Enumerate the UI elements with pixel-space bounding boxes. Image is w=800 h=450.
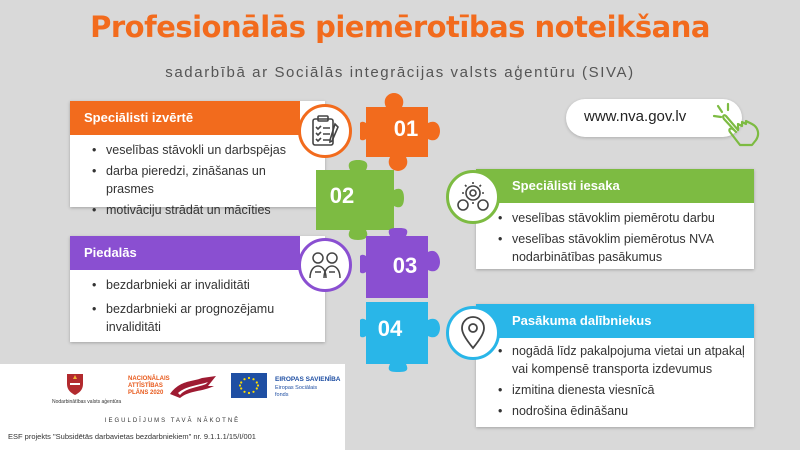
ministry-logo-text: Nodarbinātības valsts aģentūra [52,399,122,405]
puzzle-number-01: 01 [393,116,419,141]
eu-stars-icon [231,373,267,398]
list-item: • bezdarbnieki ar prognozējamu invaliditāti [70,300,325,336]
puzzle-number-04: 04 [377,316,403,341]
card-participants [70,236,325,342]
list-item: • veselības stāvokli un darbspējas [70,141,325,159]
list-item: • bezdarbnieki ar invaliditāti [70,276,325,294]
eu-sub-line-2: fonds [275,391,289,398]
eu-subtitle [275,385,317,398]
card-transport [476,304,754,427]
list-item: • veselības stāvoklim piemērotus NVA nodarbinātības pasākumus [476,230,754,266]
coat-of-arms-logo [62,370,88,396]
page-title: Profesionālās piemērotības noteikšana [90,10,710,44]
investment-tagline: IEGULDĪJUMS TAVĀ NĀKOTNĒ [104,418,241,424]
list-item: • veselības stāvoklim piemērotu darbu [476,209,754,227]
card-recommend-heading: Speciālisti iesaka [476,169,754,203]
gears-person-icon [446,170,500,224]
card-recommend [476,169,754,269]
nap-line-3: PLĀNS 2020 [128,390,164,396]
list-item: • darba pieredzi, zināšanas un prasmes [70,162,325,198]
people-group-icon [298,238,352,292]
page-subtitle: sadarbībā ar Sociālās integrācijas valsts aģentūru (SIVA) [165,64,635,81]
card-evaluate-heading: Speciālisti izvērtē [70,101,300,135]
puzzle-number-03: 03 [392,253,418,278]
esf-project-line: ESF projekts "Subsidētās darbavietas bezdarbniekiem" nr. 9.1.1.1/15/I/001 [8,432,256,441]
flag-ribbon-logo [168,374,218,400]
list-item: • motivāciju strādāt un mācīties [70,201,325,219]
checklist-icon [298,104,352,158]
card-participants-heading: Piedalās [70,236,300,270]
eu-sub-line-1: Eiropas Sociālais [275,385,318,391]
location-pin-icon [446,306,500,360]
card-evaluate [70,101,325,217]
list-item: • nogādā līdz pakalpojuma vietai un atpakaļ vai kompensē transporta izdevumus [476,342,754,378]
card-transport-heading: Pasākuma dalībniekus [476,304,754,338]
eu-title: EIROPAS SAVIENĪBA [275,376,341,383]
nap-line-2: ATTĪSTĪBAS [128,383,163,389]
hand-pointer-icon [712,102,770,148]
puzzle-number-02: 02 [329,183,355,208]
url-link[interactable]: www.nva.gov.lv [584,108,687,125]
nap-line-1: NACIONĀLAIS [128,376,170,382]
nap-logo [128,376,170,397]
list-item: • nodrošina ēdināšanu [476,402,754,420]
list-item: • izmitina dienesta viesnīcā [476,381,754,399]
